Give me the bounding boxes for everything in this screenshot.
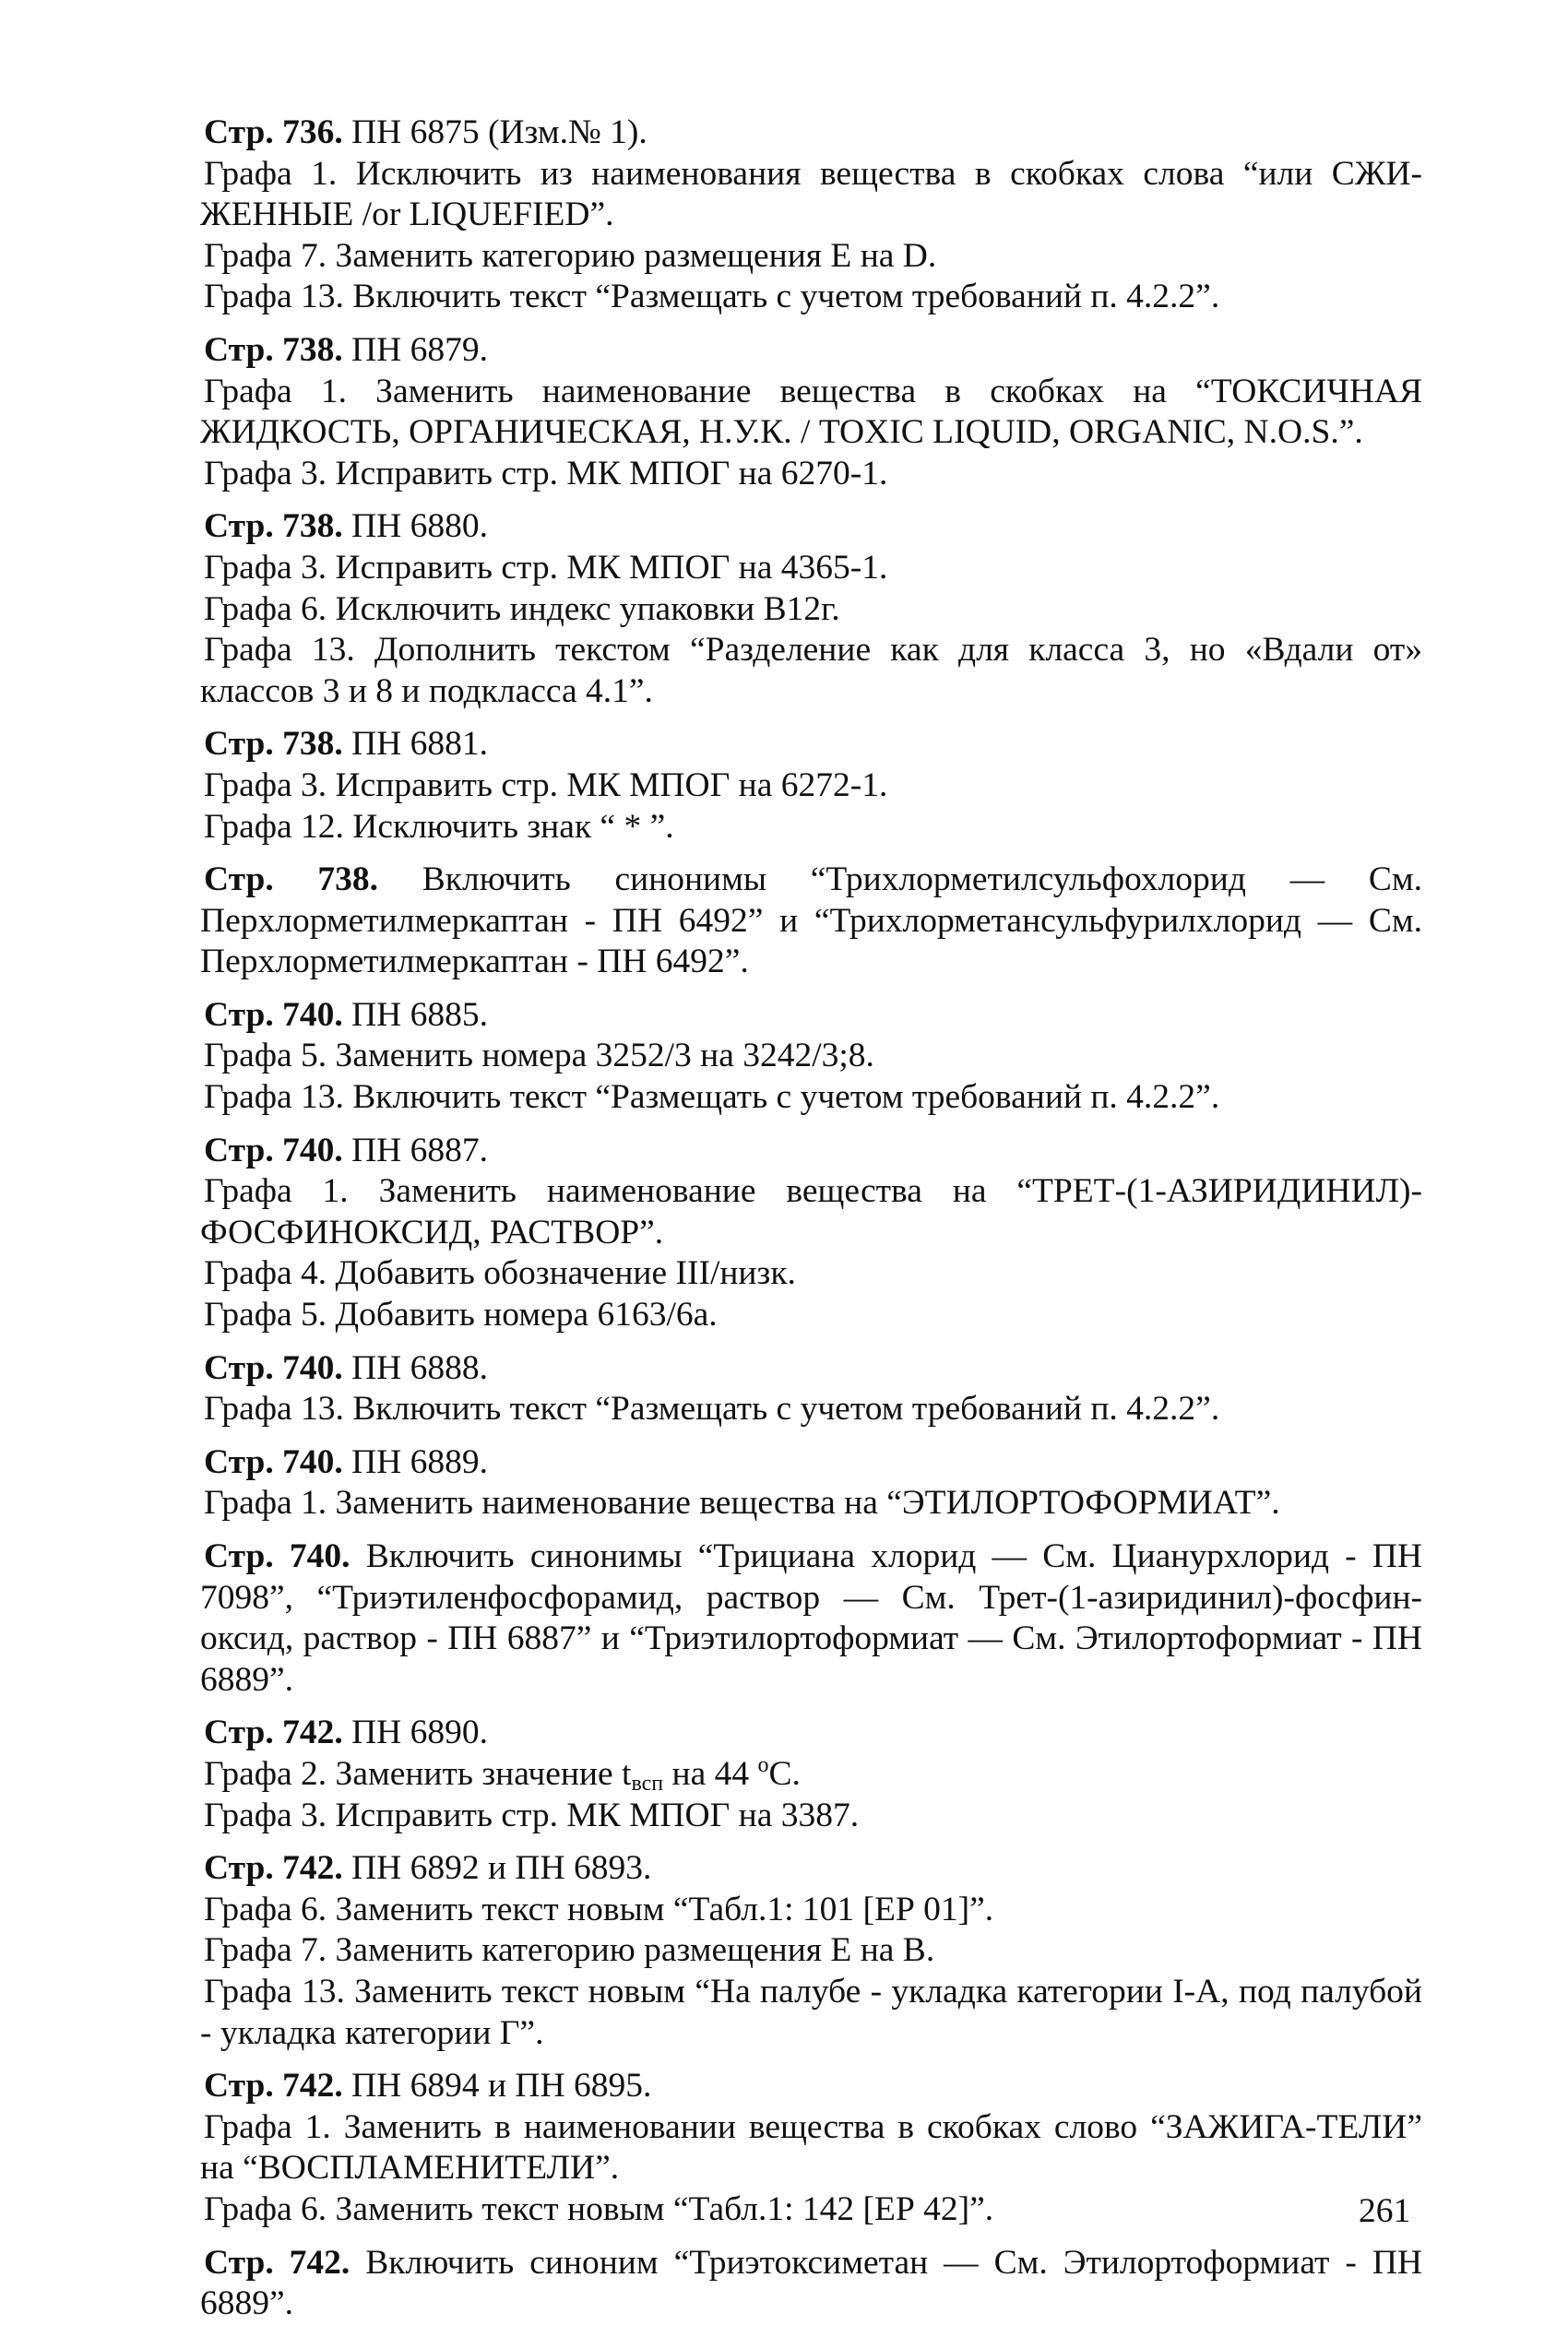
line-middle: на 44 [663,1754,758,1793]
entry-line: Графа 6. Исключить индекс упаковки В12г. [204,589,840,628]
entry-p740-pn6888 [200,1348,1422,1430]
entry-p738-synonyms [200,860,1422,983]
entry-heading [200,1348,1422,1390]
page-reference: Стр. 738. [204,507,343,546]
page-reference: Стр. 740. [204,1442,343,1481]
page-reference: Стр. 742. [204,1849,343,1888]
entry-p740-pn6885 [200,995,1422,1119]
entry-heading [200,1536,1422,1701]
entry-line: Графа 1. Исключить из наименования вещества в скобках слова “или СЖИ-ЖЕННЫЕ /or LIQUEFIED”. [200,154,1422,234]
entry-line: Графа 6. Заменить текст новым “Табл.1: 101 [ЕР 01]”. [204,1890,994,1928]
entry-heading [200,860,1422,983]
heading-text: ПН 6890. [342,1714,488,1752]
entry-line: Графа 3. Исправить стр. МК МПОГ на 6270-1. [204,454,888,492]
entry-heading [200,724,1422,765]
heading-text: ПН 6885. [342,995,488,1034]
page-reference: Стр. 742. [204,1714,343,1752]
entry-line: Графа 1. Заменить наименование вещества на “ЭТИЛОРТОФОРМИАТ”. [204,1484,1280,1523]
entry-heading [200,1442,1422,1484]
heading-text: ПН 6887. [342,1131,488,1169]
degree-superscript: о [757,1752,769,1777]
entry-line: Графа 4. Добавить обозначение III/низк. [204,1254,796,1293]
document-body [200,113,1422,2337]
entry-heading [200,506,1422,548]
line-suffix: С. [768,1754,801,1793]
heading-text: ПН 6879. [342,330,488,369]
entry-heading [200,1131,1422,1172]
entry-heading [200,1713,1422,1754]
entry-line [200,1754,1422,1796]
entry-heading [200,995,1422,1037]
entry-line: Графа 3. Исправить стр. МК МПОГ на 4365-1. [204,548,888,587]
entry-p740-synonyms [200,1536,1422,1701]
entry-line: Графа 1. Заменить в наименовании вещества в скобках слово “ЗАЖИГА-ТЕЛИ” на “ВОСПЛАМЕНИТЕЛИ”. [200,2107,1422,2188]
entry-heading [200,330,1422,372]
entry-line: Графа 5. Добавить номера 6163/6а. [204,1296,718,1335]
flashpoint-subscript: всп [631,1771,664,1796]
heading-text: Включить синоним “Триэтоксиметан — См. Этилортоформиат - ПН 6889”. [200,2243,1422,2323]
entry-line: Графа 7. Заменить категорию размещения Е на В. [204,1931,935,1970]
entry-line: Графа 13. Включить текст “Размещать с учетом требований п. 4.2.2”. [204,1390,1220,1429]
page-reference: Стр. 742. [204,2067,343,2106]
entry-line: Графа 13. Заменить текст новым “На палубе - укладка категории I-А, под палубой - укладка категории Г”. [200,1972,1422,2052]
entry-line: Графа 3. Исправить стр. МК МПОГ на 6272-1. [204,765,888,804]
heading-text: ПН 6881. [342,725,488,764]
entry-p740-pn6887 [200,1131,1422,1336]
entry-p742-pn6890 [200,1713,1422,1836]
heading-text: ПН 6892 и ПН 6893. [342,1849,652,1888]
entry-line: Графа 5. Заменить номера 3252/3 на 3242/3;8. [204,1037,874,1075]
entry-p736-pn6875 [200,113,1422,318]
entry-line: Графа 13. Дополнить текстом “Разделение как для класса 3, но «Вдали от» классов 3 и 8 и подкласса 4.1”. [200,631,1422,710]
entry-p742-pn6892-6893 [200,1848,1422,2054]
entry-heading [200,2066,1422,2107]
entry-p742-synonym [200,2243,1422,2325]
entry-line: Графа 3. Исправить стр. МК МПОГ на 3387. [204,1796,860,1834]
heading-text: ПН 6880. [342,507,488,546]
heading-text: Включить синонимы “Трициана хлорид — См. Цианурхлорид - ПН 7098”, “Триэтиленфосфорамид, раствор — См. Трет-(1-азиридинил)-фосфин-оксид, раствор - ПН 6887” и “Триэтилортоформиат — См. Этилортоформиат - ПН 6889”. [200,1537,1422,1699]
heading-text: ПН 6888. [342,1348,488,1387]
entry-p738-pn6880 [200,506,1422,712]
line-prefix: Графа 2. Заменить значение t [204,1754,632,1793]
page-reference: Стр. 736. [204,113,343,151]
entry-line: Графа 12. Исключить знак “ * ”. [204,807,674,846]
page-reference: Стр. 738. [204,860,379,899]
heading-text: ПН 6875 (Изм.№ 1). [342,113,647,151]
page-reference: Стр. 740. [204,1537,350,1575]
page-reference: Стр. 740. [204,1131,343,1169]
entry-p738-pn6879 [200,330,1422,494]
entry-line: Графа 6. Заменить текст новым “Табл.1: 142 [ЕР 42]”. [204,2189,994,2228]
page-reference: Стр. 740. [204,1348,343,1387]
entry-p738-pn6881 [200,724,1422,848]
page-reference: Стр. 740. [204,995,343,1034]
entry-p740-pn6889 [200,1442,1422,1524]
entry-line: Графа 13. Включить текст “Размещать с учетом требований п. 4.2.2”. [204,1078,1220,1117]
entry-heading [200,113,1422,154]
heading-text: ПН 6894 и ПН 6895. [342,2067,652,2106]
entry-line: Графа 1. Заменить наименование вещества на “ТРЕТ-(1-АЗИРИДИНИЛ)-ФОСФИНОКСИД, РАСТВОР”. [200,1172,1422,1252]
heading-text: ПН 6889. [342,1442,488,1481]
page-reference: Стр. 742. [204,2243,350,2282]
heading-text: Включить синонимы “Трихлорметилсульфохлорид — См. Перхлорметилмеркаптан - ПН 6492” и “Трихлорметансульфурилхлорид — См. Перхлорметилмеркаптан - ПН 6492”. [200,860,1422,981]
entry-heading [200,2243,1422,2325]
page-number: 261 [1359,2192,1411,2230]
entry-line: Графа 13. Включить текст “Размещать с учетом требований п. 4.2.2”. [204,278,1220,316]
page-reference: Стр. 738. [204,725,343,764]
entry-line: Графа 1. Заменить наименование вещества в скобках на “ТОКСИЧНАЯ ЖИДКОСТЬ, ОРГАНИЧЕСКАЯ, Н.У.К. / TOXIC LIQUID, ORGANIC, N.O.S.”. [200,372,1422,452]
entry-p742-pn6894-6895 [200,2066,1422,2230]
entry-heading [200,1848,1422,1890]
page-reference: Стр. 738. [204,330,343,369]
entry-line: Графа 7. Заменить категорию размещения Е на D. [204,236,937,275]
